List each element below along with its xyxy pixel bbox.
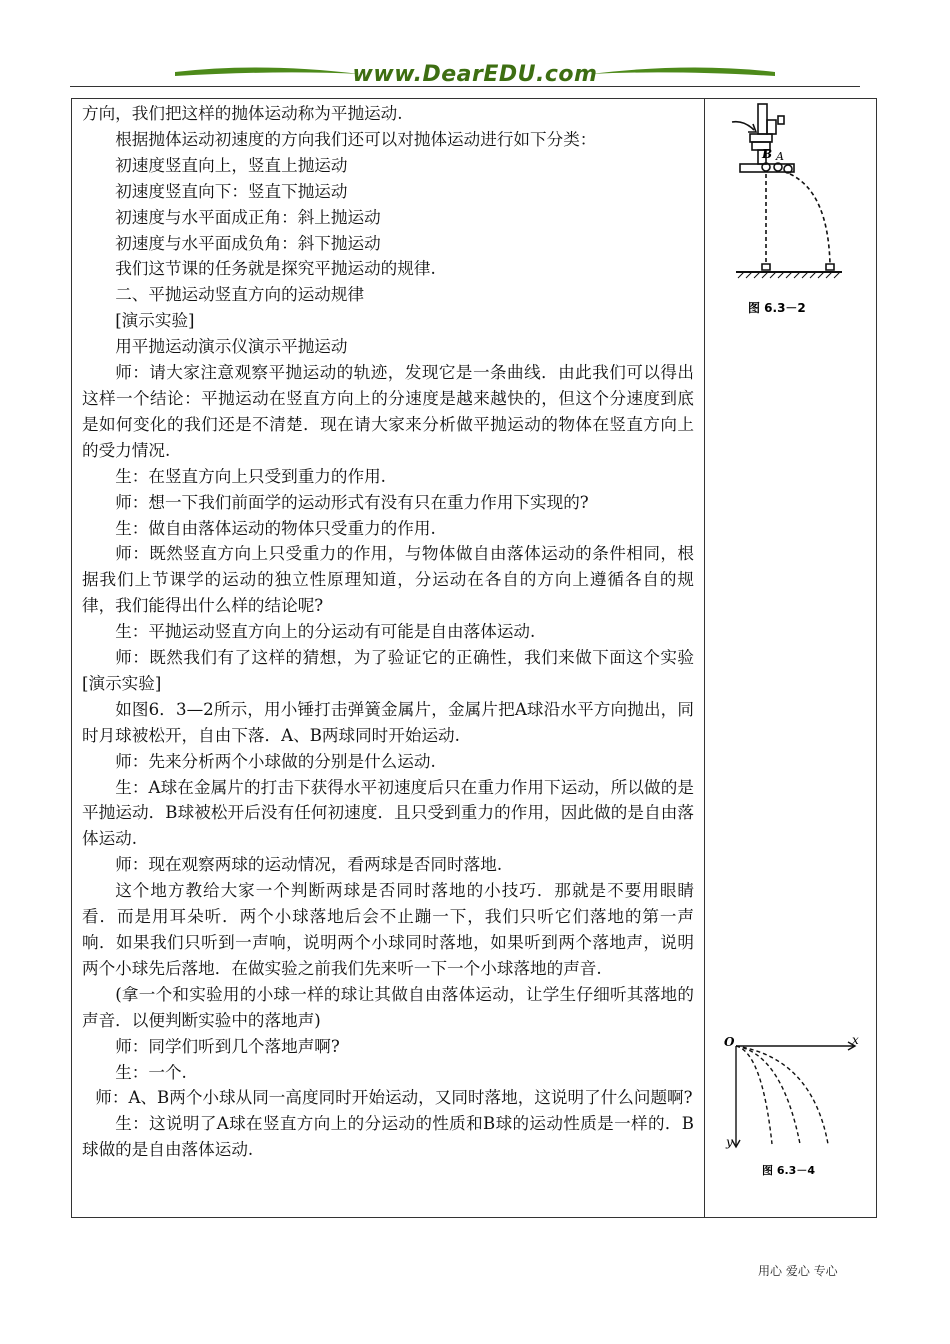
paragraph: 师：先来分析两个小球做的分别是什么运动. — [115, 751, 436, 771]
origin-label: O — [724, 1035, 735, 1049]
x-axis-label: x — [852, 1034, 859, 1047]
paragraph: 如图6．3—2所示，用小锤打击弹簧金属片，金属片把A球沿水平方向抛出，同时月球被松开，自由下落．A、B两球同时开始运动. — [82, 699, 694, 745]
site-header — [170, 60, 780, 92]
paragraph: 师：A、B两个小球从同一高度同时开始运动，又同时落地，这说明了什么问题啊? — [95, 1088, 693, 1108]
paragraph: 我们这节课的任务就是探究平抛运动的规律. — [115, 259, 436, 279]
header-rule — [70, 86, 860, 87]
page-footer: 用心 爱心 专心 — [758, 1264, 838, 1278]
paragraph: [演示实验] — [115, 311, 195, 331]
site-url: www.DearEDU.com — [352, 62, 598, 87]
paragraph: 师：同学们听到几个落地声啊? — [115, 1036, 340, 1056]
paragraph: 生：平抛运动竖直方向上的分运动有可能是自由落体运动. — [115, 622, 536, 642]
paragraph: 师：想一下我们前面学的运动形式有没有只在重力作用下实现的? — [115, 492, 589, 512]
y-axis-label: y — [726, 1135, 733, 1149]
figure-apparatus — [728, 102, 848, 322]
paragraph: 方向，我们把这样的抛体运动称为平抛运动. — [82, 104, 403, 123]
paragraph: 初速度竖直向下：竖直下抛运动 — [115, 181, 348, 201]
paragraph: 生：在竖直方向上只受到重力的作用. — [115, 466, 386, 486]
paragraph: 生：这说明了A球在竖直方向上的分运动的性质和B球的运动性质是一样的．B球做的是自由落体运动. — [82, 1114, 694, 1160]
lesson-text — [82, 101, 711, 1163]
figure2-caption: 图 6.3－4 — [762, 1164, 815, 1177]
paragraph: 师：既然我们有了这样的猜想，为了验证它的正确性，我们来做下面这个实验 [演示实验] — [82, 648, 711, 693]
label-a: A — [776, 150, 784, 163]
figure1-caption: 图 6.3－2 — [748, 301, 806, 315]
paragraph: (拿一个和实验用的小球一样的球让其做自由落体运动，让学生仔细听其落地的声音．以便判断实验中的落地声) — [82, 984, 694, 1030]
paragraph: 生：A球在金属片的打击下获得水平初速度后只在重力作用下运动，所以做的是平抛运动．B球被松开后没有任何初速度．且只受到重力的作用，因此做的是自由落体运动. — [82, 777, 694, 849]
paragraph: 初速度与水平面成负角：斜下抛运动 — [115, 233, 381, 253]
paragraph: 生：做自由落体运动的物体只受重力的作用. — [115, 518, 436, 538]
paragraph: 师：请大家注意观察平抛运动的轨迹，发现它是一条曲线．由此我们可以得出这样一个结论：平抛运动在竖直方向上的分速度是越来越快的，但这个分速度到底是如何变化的我们还是不清楚．现在请大家来分析做平抛运动的物体在竖直方向上的受力情况. — [82, 363, 694, 460]
paragraph: 初速度与水平面成正角：斜上抛运动 — [115, 207, 381, 227]
paragraph: 用平抛运动演示仪演示平抛运动 — [115, 337, 348, 357]
paragraph: 根据抛体运动初速度的方向我们还可以对抛体运动进行如下分类： — [115, 129, 597, 149]
paragraph: 师：现在观察两球的运动情况，看两球是否同时落地. — [115, 855, 503, 875]
paragraph: 这个地方教给大家一个判断两球是否同时落地的小技巧．那就是不要用眼睛看．而是用耳朵听．两个小球落地后会不止蹦一下，我们只听它们落地的第一声响．如果我们只听到一声响，说明两个小球同时落地，如果听到两个落地声，说明两个小球先后落地．在做实验之前我们先来听一下一个小球落地的声音. — [82, 881, 694, 978]
figure-trajectories — [722, 1034, 862, 1184]
paragraph: 师：既然竖直方向上只受重力的作用，与物体做自由落体运动的条件相同，根据我们上节课学的运动的独立性原理知道，分运动在各自的方向上遵循各自的规律，我们能得出什么样的结论呢? — [82, 544, 694, 616]
paragraph: 初速度竖直向上，竖直上抛运动 — [115, 155, 348, 175]
section-heading: 二、平抛运动竖直方向的运动规律 — [115, 285, 365, 305]
label-b: B — [762, 147, 773, 161]
paragraph: 生：一个. — [115, 1062, 187, 1082]
